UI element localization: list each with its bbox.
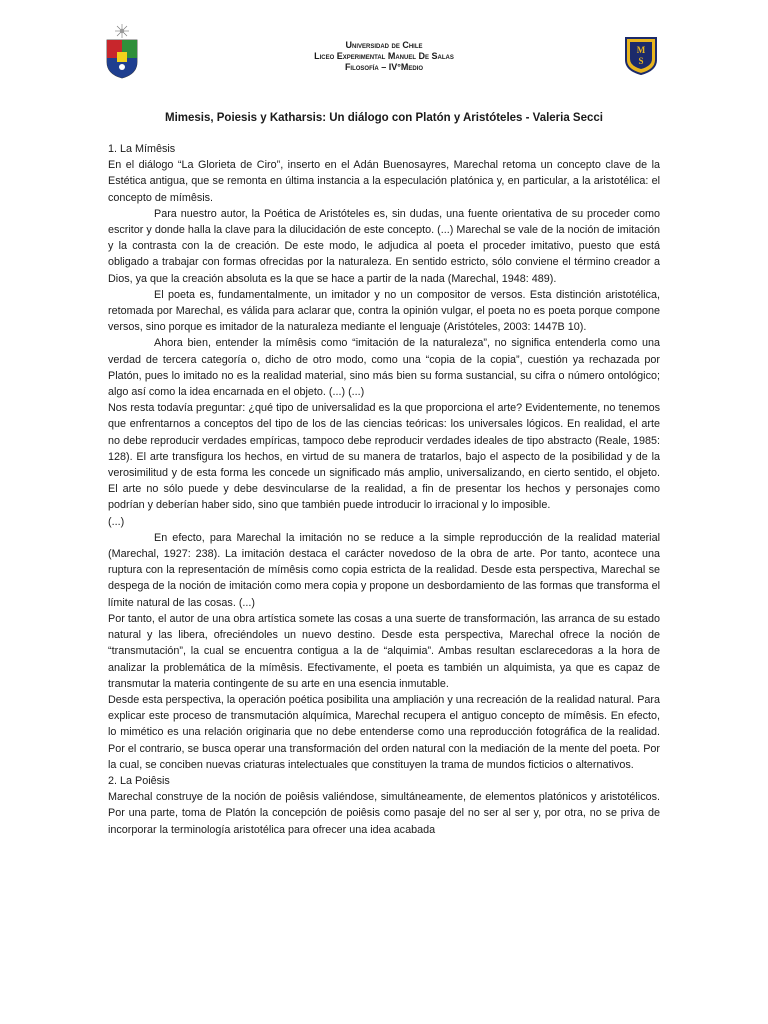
paragraph: Para nuestro autor, la Poética de Aristóteles es, sin dudas, una fuente orientativa de su proceder como escritor y donde halla la clave para la dilucidación de este concepto. (...) Marechal se vale de la noción de imitación y la contrasta con la de creación. De este modo, le adjudica al poeta el proceder imitativo, puesto que está obligado a trabajar con formas ofrecidas por la naturaleza. En sentido estricto, sólo conviene el término creador a Dios, ya que la creación absoluta es la que se hace a partir de la nada (Marechal, 1948: 489).	[108, 207, 660, 285]
section-heading-mimesis: 1. La Mímêsis	[108, 143, 176, 155]
document-body	[108, 141, 660, 838]
school-name: Liceo Experimental Manuel De Salas	[314, 51, 454, 61]
paragraph: Marechal construye de la noción de poiêsis valiéndose, simultáneamente, de elementos platónicos y aristotélicos. Por una parte, toma de Platón la concepción de poiêsis como pasaje del no ser al ser y, por otra, no se priva de incorporar la terminología aristotélica para ofrecer una idea acabada	[108, 791, 660, 836]
svg-text:S: S	[638, 56, 644, 66]
paragraph: En efecto, para Marechal la imitación no se reduce a la simple reproducción de la realidad material (Marechal, 1927: 238). La imitación destaca el carácter novedoso de la obra de arte. Por tanto, acontece una ruptura con la representación de mímêsis como copia estricta de la realidad. Desde esta perspectiva, Marechal se despega de la noción de imitación como mera copia y propone un desbordamiento de las formas que transforma el límite natural de las cosas. (...)	[108, 531, 660, 609]
course-name: Filosofía – IV°Medio	[344, 62, 424, 72]
document-title: Mimesis, Poiesis y Katharsis: Un diálogo con Platón y Aristóteles - Valeria Secci	[164, 112, 603, 124]
section-heading-poiesis: 2. La Poiêsis	[108, 774, 170, 787]
paragraph: Desde esta perspectiva, la operación poética posibilita una ampliación y una recreación de la realidad natural. Para explicar este proceso de transmutación alquímica, Marechal recupera el antiguo concepto de mímêsis. En efecto, lo mimético es una relación originaria que no debe entenderse como una reproducción fotográfica de la realidad. Por el contrario, se busca operar una transformación del orden natural con la mediación de la mente del poeta. Por la cual, se conciben nuevas criaturas intelectuales que constituyen la trama de mundos ficticios o alternativos.	[108, 693, 660, 771]
university-name: Universidad de Chile	[345, 40, 423, 50]
paragraph: Nos resta todavía preguntar: ¿qué tipo de universalidad es la que proporciona el arte? Evidentemente, no tenemos que enfrentarnos a conceptos del tipo de los de las ciencias teóricas: los universales lógicos. En realidad, el arte no debe reproducir verdades empíricas, tampoco debe reproducir verdades ideales de tipo abstracto (Reale, 1985: 128). El arte transfigura los hechos, en virtud de su manera de tratarlos, bajo el aspecto de la posibilidad y de la verosimilitud y de esta forma les concede un significado más amplio, universalizando, en cierto sentido, el objeto. El arte no sólo puede y debe desvincularse de la realidad, a fin de presentar los hechos y personajes como podrían y deberían haber sido, sino que también puede introducir lo irracional y lo imposible.	[108, 402, 660, 512]
school-crest-icon	[624, 36, 658, 76]
paragraph: El poeta es, fundamentalmente, un imitador y no un compositor de versos. Esta distinción aristotélica, retomada por Marechal, es válida para aclarar que, contra la opinión vulgar, el poeta no es poeta porque compone versos, sino porque es imitador de la naturaleza mediante el lenguaje (Aristóteles, 2003: 1447B 10).	[108, 288, 660, 334]
paragraph: En el diálogo “La Glorieta de Ciro”, inserto en el Adán Buenosayres, Marechal retoma un concepto clave de la Estética antigua, que se remonta en última instancia a la especulación platónica y, en particular, a la aristotélica: el concepto de mímêsis.	[108, 159, 660, 204]
page-header	[0, 0, 768, 90]
paragraph: Ahora bien, entender la mímêsis como “imitación de la naturaleza”, no significa entenderla como una verdad de tercera categoría o, dicho de otro modo, como una “copia de la copia”, cuestión ya rechazada por Platón, pues lo imitado no es la realidad material, sino más bien su forma sustancial, su cifra o número ontológico; algo así como la idea encarnada en el objeto. (...) (...)	[108, 337, 660, 399]
paragraph: (...)	[108, 515, 125, 528]
svg-text:M: M	[636, 45, 646, 55]
paragraph: Por tanto, el autor de una obra artística somete las cosas a una suerte de transformación, las arranca de su estado natural y las libera, ofreciéndoles un nuevo destino. Desde esta perspectiva, Marechal ofrece la noción de “transmutación”, la cual se encuentra contigua a la de “alquimia”. Ambas resultan esclarecedoras a la hora de analizar la problemática de la mímêsis. Efectivamente, el poeta es también un alquimista, ya que es capaz de transmutar la materia contingente de su arte en una esencia inmutable.	[108, 612, 660, 690]
